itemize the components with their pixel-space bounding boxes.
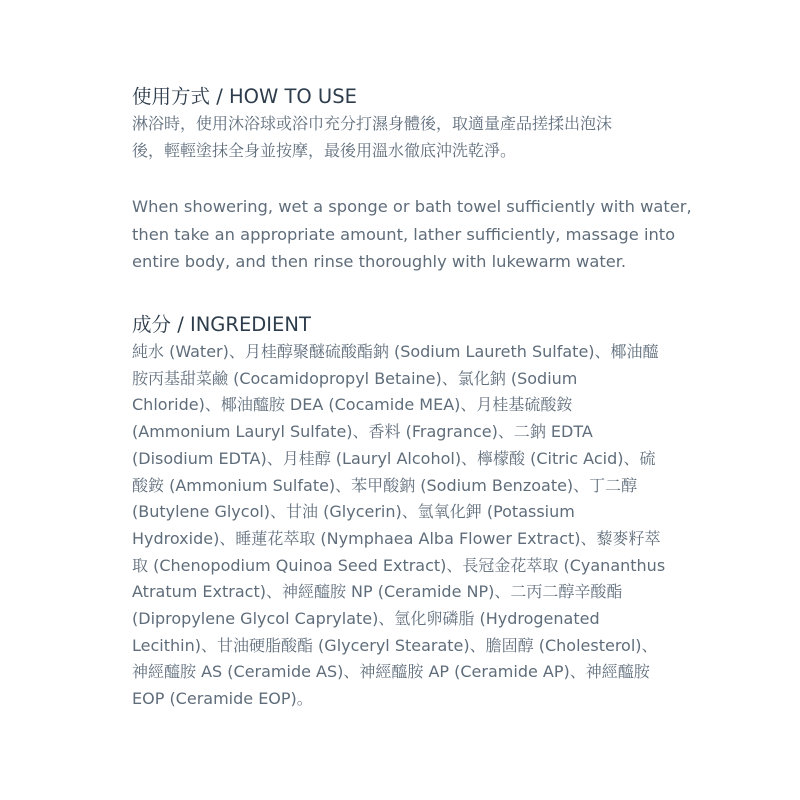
ingredient-heading: 成分 / INGREDIENT — [132, 313, 311, 336]
ingredient-line: (Ammonium Lauryl Sulfate)、香料 (Fragrance)、二鈉 EDTA — [132, 422, 593, 442]
ingredient-line: Chloride)、椰油醯胺 DEA (Cocamide MEA)、月桂基硫酸銨 — [132, 395, 573, 415]
ingredient-line: (Butylene Glycol)、甘油 (Glycerin)、氫氧化鉀 (Potassium — [132, 502, 575, 522]
usage-en-line: When showering, wet a sponge or bath towel sufficiently with water, — [132, 197, 692, 216]
how-to-use-heading: 使用方式 / HOW TO USE — [132, 85, 357, 108]
ingredient-line: Hydroxide)、睡蓮花萃取 (Nymphaea Alba Flower Extract)、藜麥籽萃 — [132, 528, 661, 548]
ingredient-line: 取 (Chenopodium Quinoa Seed Extract)、長冠金花萃取 (Cyananthus — [132, 555, 666, 575]
ingredient-line: (Disodium EDTA)、月桂醇 (Lauryl Alcohol)、檸檬酸 (Citric Acid)、硫 — [132, 448, 656, 468]
ingredient-line: 胺丙基甜菜鹼 (Cocamidopropyl Betaine)、氯化鈉 (Sodium — [132, 368, 578, 388]
how-to-use-section — [132, 83, 672, 164]
ingredient-line: (Dipropylene Glycol Caprylate)、氫化卵磷脂 (Hydrogenated — [132, 609, 600, 629]
ingredient-section — [132, 311, 672, 713]
ingredient-line: 純水 (Water)、月桂醇聚醚硫酸酯鈉 (Sodium Laureth Sulfate)、椰油醯 — [132, 342, 659, 361]
usage-zh-line: 淋浴時，使用沐浴球或浴巾充分打濕身體後，取適量產品搓揉出泡沫 — [132, 114, 613, 133]
ingredient-line: Atratum Extract)、神經醯胺 NP (Ceramide NP)、二丙二醇辛酸酯 — [132, 582, 623, 602]
usage-en-line: entire body, and then rinse thoroughly with lukewarm water. — [132, 252, 627, 271]
ingredient-line: Lecithin)、甘油硬脂酸酯 (Glyceryl Stearate)、膽固醇 (Cholesterol)、 — [132, 635, 658, 655]
ingredient-line: 酸銨 (Ammonium Sulfate)、苯甲酸鈉 (Sodium Benzoate)、丁二醇 — [132, 475, 638, 495]
usage-zh-line: 後，輕輕塗抹全身並按摩，最後用溫水徹底沖洗乾淨。 — [132, 140, 517, 160]
ingredient-line: EOP (Ceramide EOP)。 — [132, 689, 313, 709]
ingredient-line: 神經醯胺 AS (Ceramide AS)、神經醯胺 AP (Ceramide AP)、神經醯胺 — [132, 662, 650, 682]
usage-english-text — [132, 193, 692, 276]
usage-en-line: then take an appropriate amount, lather sufficiently, massage into — [132, 224, 676, 244]
